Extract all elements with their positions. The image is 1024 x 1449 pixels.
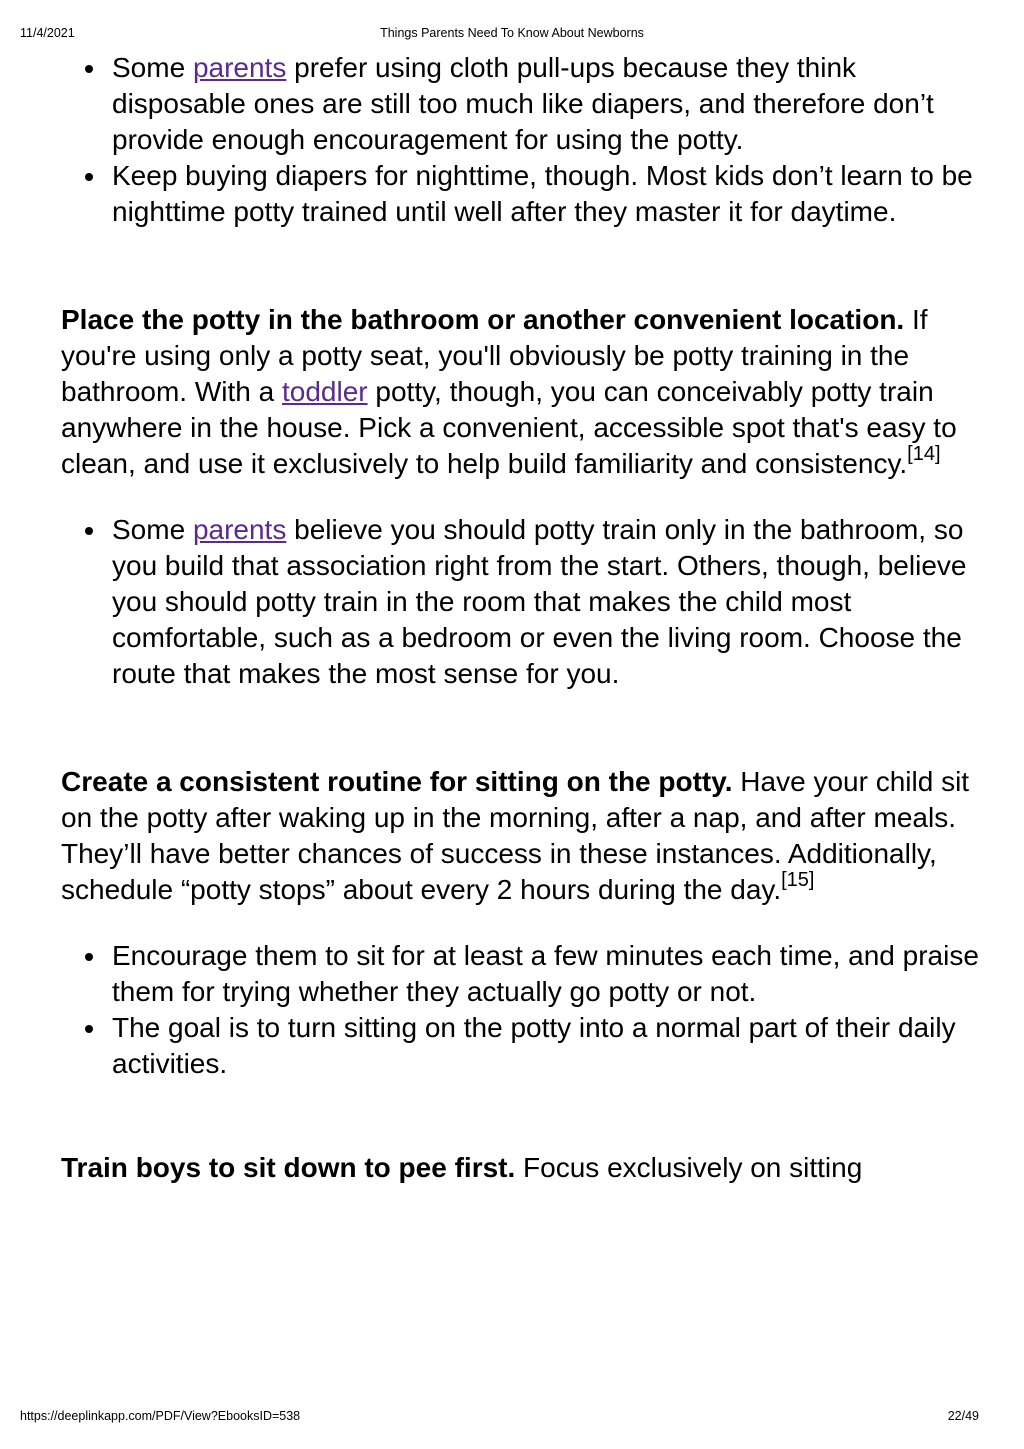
reference-14[interactable]: [14] <box>907 443 941 465</box>
paragraph-text: Have your child sit on the potty after waking up in the morning, after a nap, and after meals. They’ll have better chances of success in these instances. Additionally, schedule “potty stops” about every 2 hours during the day. <box>61 766 970 905</box>
list-item <box>112 1010 981 1082</box>
bullet-icon <box>85 953 93 961</box>
list-item-text: The goal is to turn sitting on the potty into a normal part of their daily activities. <box>112 1012 956 1079</box>
paragraph-text: potty, though, you can conceivably potty train anywhere in the house. Pick a convenient, accessible spot that's easy to clean, and use it exclusively to help build familiarity and consistency. <box>61 376 957 479</box>
header-title: Things Parents Need To Know About Newborns <box>380 26 644 40</box>
paragraph-routine <box>61 764 981 908</box>
page-number: 22/49 <box>947 1409 979 1423</box>
list-item <box>112 938 981 1010</box>
list-item <box>112 158 981 230</box>
bullet-list <box>61 938 981 1082</box>
list-item-text: Encourage them to sit for at least a few minutes each time, and praise them for trying whether they actually go potty or not. <box>112 940 979 1007</box>
paragraph-text: Focus exclusively on sitting <box>515 1152 863 1183</box>
parents-link[interactable]: parents <box>192 514 287 545</box>
bullet-icon <box>85 65 93 73</box>
header-date: 11/4/2021 <box>20 26 75 40</box>
paragraph-train-boys <box>61 1150 981 1186</box>
list-item-text: Some <box>112 514 193 545</box>
list-item-text: prefer using cloth pull-ups because they think disposable ones are still too much like diapers, and therefore don’t provide enough encouragement for using the potty. <box>112 52 934 155</box>
footer-url: https://deeplinkapp.com/PDF/View?EbooksID=538 <box>20 1409 301 1423</box>
paragraph-place-potty <box>61 302 981 482</box>
list-item-text: Some <box>112 52 193 83</box>
bullet-list <box>61 50 981 230</box>
article-content <box>61 50 981 1186</box>
step-heading: Create a consistent routine for sitting on the potty. <box>61 766 733 797</box>
parents-link[interactable]: parents <box>192 52 287 83</box>
list-item-text: Keep buying diapers for nighttime, though. Most kids don’t learn to be nighttime potty trained until well after they master it for daytime. <box>112 160 973 227</box>
list-item-text: believe you should potty train only in the bathroom, so you build that association right from the start. Others, though, believe you should potty train in the room that makes the child most comfortable, such as a bedroom or even the living room. Choose the route that makes the most sense for you. <box>112 514 967 689</box>
bullet-icon <box>85 173 93 181</box>
reference-15[interactable]: [15] <box>781 869 815 891</box>
bullet-icon <box>85 527 93 535</box>
bullet-icon <box>85 1025 93 1033</box>
list-item <box>112 50 981 158</box>
paragraph-text: If you're using only a potty seat, you'll obviously be potty training in the bathroom. With a <box>61 304 928 407</box>
toddler-link[interactable]: toddler <box>281 376 368 407</box>
list-item <box>112 512 981 692</box>
step-heading: Train boys to sit down to pee first. <box>61 1152 516 1183</box>
step-heading: Place the potty in the bathroom or another convenient location. <box>61 304 905 335</box>
bullet-list <box>61 512 981 692</box>
